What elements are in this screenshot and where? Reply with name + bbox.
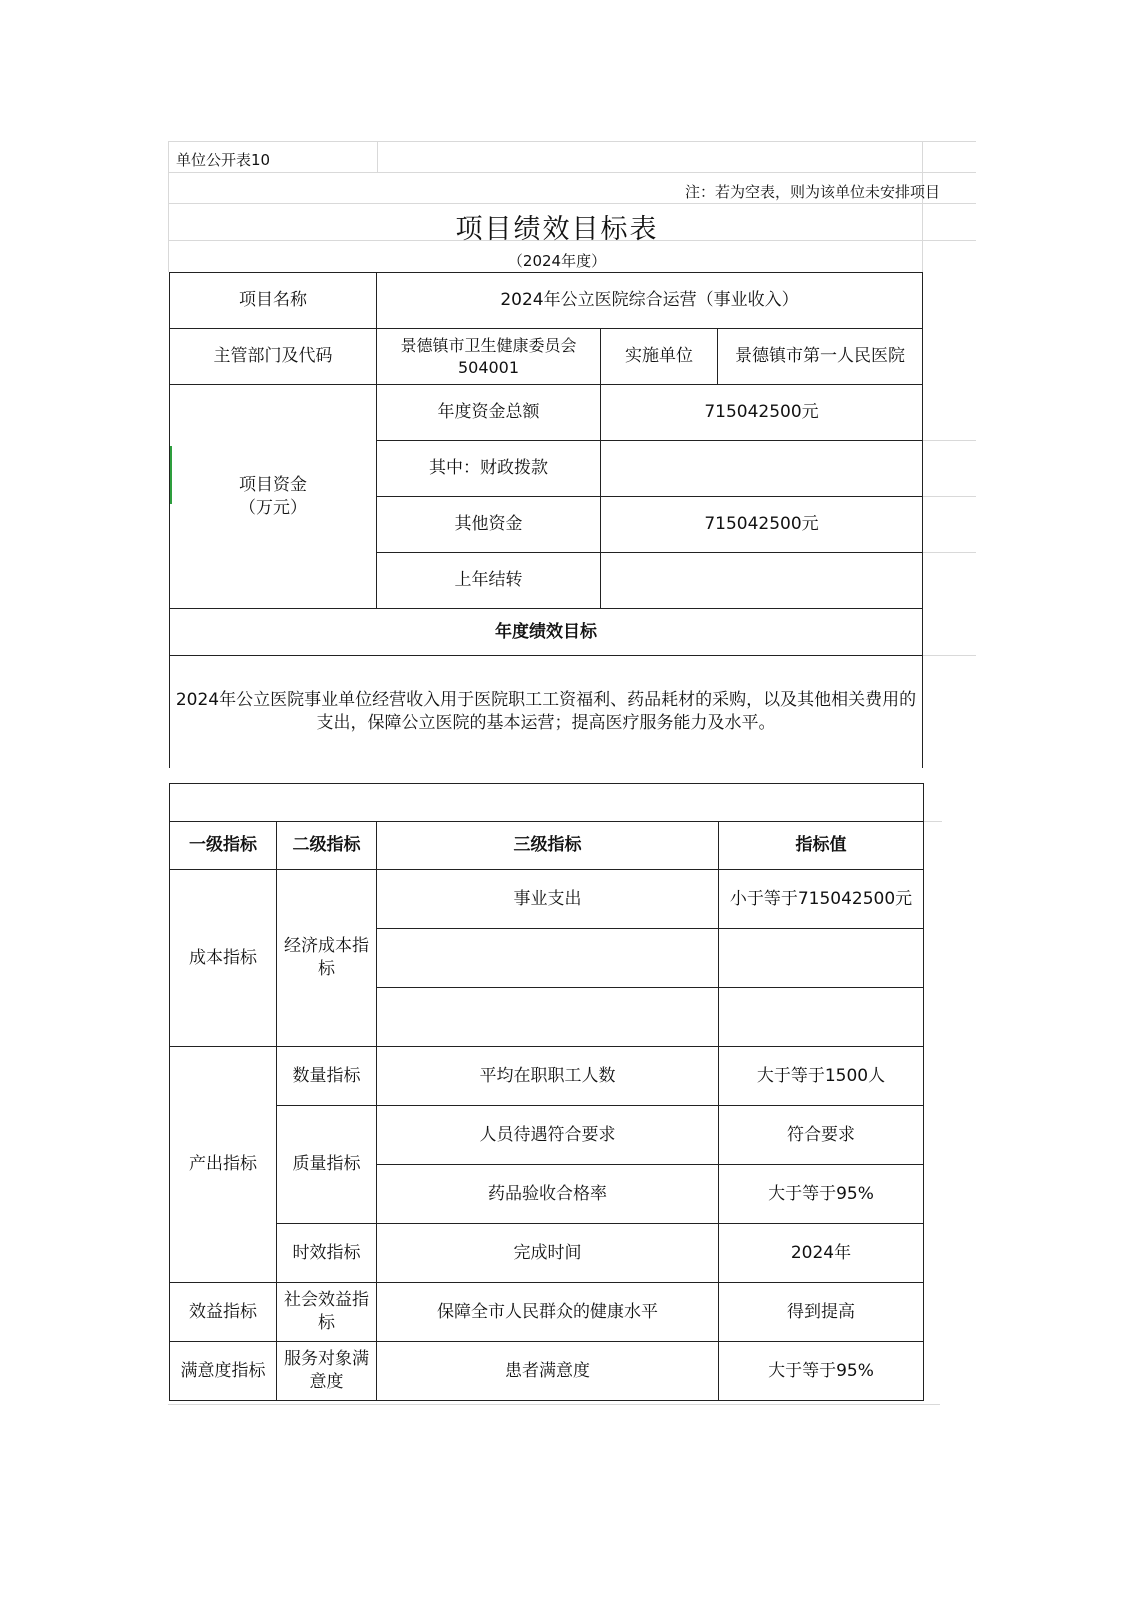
grid-line	[922, 821, 942, 822]
level2-cell: 数量指标	[277, 1047, 377, 1106]
grid-line	[168, 172, 976, 173]
value-cell: 大于等于95%	[719, 1342, 924, 1401]
level2-cell: 服务对象满意度	[277, 1342, 377, 1401]
indicator-table	[169, 783, 924, 1401]
table-row	[170, 1342, 924, 1401]
unit-label: 实施单位	[601, 329, 718, 385]
level1-cell: 产出指标	[170, 1047, 277, 1283]
grid-line	[168, 203, 976, 204]
funds-row-value: 715042500元	[601, 497, 923, 553]
fiscal-year: （2024年度）	[507, 252, 607, 270]
sheet-label: 单位公开表10	[176, 151, 271, 169]
level3-cell: 事业支出	[377, 870, 719, 929]
table-header-row	[170, 822, 924, 870]
empty-table-note: 注：若为空表，则为该单位未安排项目	[684, 183, 940, 201]
value-cell: 2024年	[719, 1224, 924, 1283]
grid-line	[168, 1404, 940, 1405]
page-title: 项目绩效目标表	[455, 214, 659, 245]
level2-cell: 时效指标	[277, 1224, 377, 1283]
level1-cell: 效益指标	[170, 1283, 277, 1342]
level3-cell: 药品验收合格率	[377, 1165, 719, 1224]
grid-line	[168, 141, 976, 142]
grid-line	[922, 496, 976, 497]
funds-row-value	[601, 553, 923, 609]
value-cell	[719, 929, 924, 988]
table-row	[170, 784, 924, 822]
project-info-table	[169, 272, 923, 768]
level3-cell: 保障全市人民群众的健康水平	[377, 1283, 719, 1342]
level3-cell: 平均在职职工人数	[377, 1047, 719, 1106]
grid-line	[377, 141, 378, 173]
table-row	[170, 870, 924, 929]
grid-line	[922, 552, 976, 553]
column-header: 二级指标	[277, 822, 377, 870]
column-header: 一级指标	[170, 822, 277, 870]
unit-value: 景德镇市第一人民医院	[718, 329, 923, 385]
funds-row-label: 年度资金总额	[377, 385, 601, 441]
level3-cell	[377, 988, 719, 1047]
column-header: 三级指标	[377, 822, 719, 870]
funds-label: 项目资金（万元）	[170, 385, 377, 609]
spacer-cell	[170, 784, 924, 822]
table-row	[170, 1106, 924, 1165]
level3-cell: 人员待遇符合要求	[377, 1106, 719, 1165]
value-cell: 符合要求	[719, 1106, 924, 1165]
grid-line	[922, 440, 976, 441]
funds-row-label: 其中：财政拨款	[377, 441, 601, 497]
level1-cell: 满意度指标	[170, 1342, 277, 1401]
project-name-value: 2024年公立医院综合运营（事业收入）	[377, 273, 923, 329]
table-row	[170, 385, 923, 441]
level3-cell	[377, 929, 719, 988]
grid-line	[168, 141, 169, 272]
table-row	[170, 609, 923, 656]
level3-cell: 患者满意度	[377, 1342, 719, 1401]
table-row	[170, 1047, 924, 1106]
value-cell: 得到提高	[719, 1283, 924, 1342]
project-name-label: 项目名称	[170, 273, 377, 329]
annual-goal-text: 2024年公立医院事业单位经营收入用于医院职工工资福利、药品耗材的采购，以及其他相关费用的支出，保障公立医院的基本运营；提高医疗服务能力及水平。	[170, 656, 923, 768]
value-cell: 小于等于715042500元	[719, 870, 924, 929]
funds-row-value	[601, 441, 923, 497]
dept-label: 主管部门及代码	[170, 329, 377, 385]
level1-cell: 成本指标	[170, 870, 277, 1047]
value-cell	[719, 988, 924, 1047]
column-header: 指标值	[719, 822, 924, 870]
level2-cell: 经济成本指标	[277, 870, 377, 1047]
table-row	[170, 1224, 924, 1283]
grid-line	[922, 655, 976, 656]
table-row	[170, 273, 923, 329]
funds-row-label: 上年结转	[377, 553, 601, 609]
table-row	[170, 329, 923, 385]
level2-cell: 质量指标	[277, 1106, 377, 1224]
table-row	[170, 656, 923, 768]
funds-row-value: 715042500元	[601, 385, 923, 441]
table-row	[170, 1283, 924, 1342]
value-cell: 大于等于1500人	[719, 1047, 924, 1106]
funds-row-label: 其他资金	[377, 497, 601, 553]
dept-value: 景德镇市卫生健康委员会504001	[377, 329, 601, 385]
value-cell: 大于等于95%	[719, 1165, 924, 1224]
level3-cell: 完成时间	[377, 1224, 719, 1283]
annual-goal-header: 年度绩效目标	[170, 609, 923, 656]
level2-cell: 社会效益指标	[277, 1283, 377, 1342]
